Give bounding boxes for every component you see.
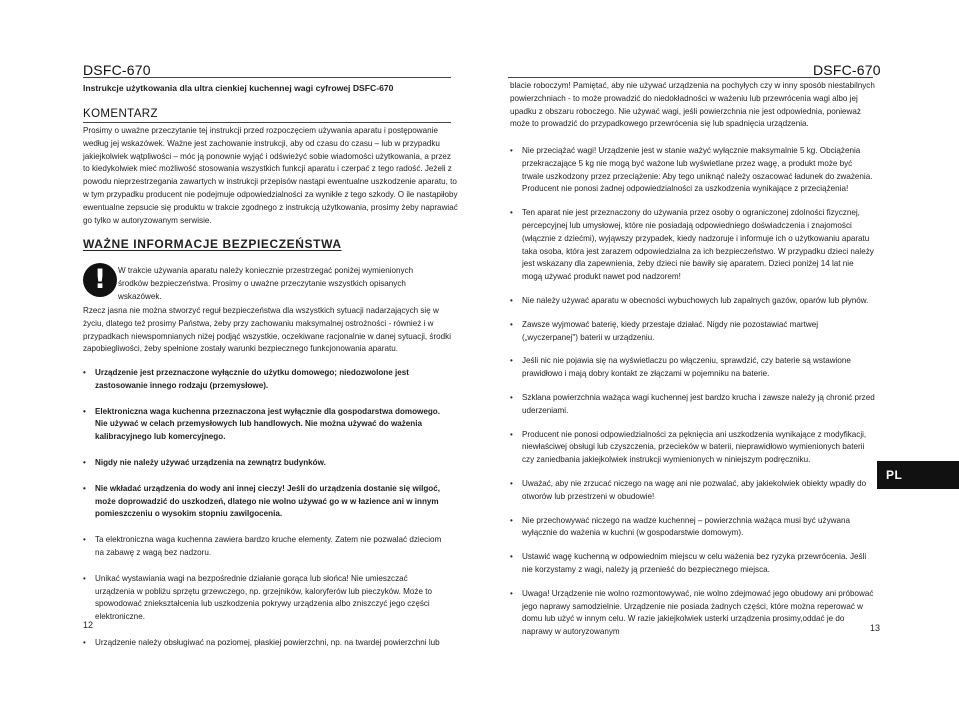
section-heading: KOMENTARZ (83, 108, 158, 120)
list-item: • Jeśli nic nie pojawia się na wyświetlaczu po włączeniu, sprawdzić, czy baterie są wstawione prawidłowo i mają dobry kontakt ze złączami w pojemniku na baterie. (510, 355, 875, 381)
list-item: • Uwaga! Urządzenie nie wolno rozmontowywać, nie wolno zdejmować jego obudowy ani próbować jego naprawy samodzielnie. Urządzenie nie posiada żadnych części, które można reperować w domu lub użyć w innym celu. W razie jakiejkolwiek usterki urządzenia prosimy,oddać je do naprawy w autoryzowanym (510, 588, 875, 639)
safety-heading: WAŻNE INFORMACJE BEZPIECZEŃSTWA (83, 237, 342, 251)
list-item: • Urządzenie jest przeznaczone wyłącznie do użytku domowego; niedozwolone jest zastosowanie innego rodzaju (przemysłowe). (83, 367, 445, 393)
list-item: • Nie wkładać urządzenia do wody ani innej cieczy! Jeśli do urządzenia dostanie się wilgoć, może doprowadzić do uszkodzeń, dlatego nie wolno używać go w w łazience ani w innym pomieszczeniu o wysokim stopniu zawilgocenia. (83, 483, 445, 521)
intro-paragraph: Prosimy o uważne przeczytanie tej instrukcji przed rozpoczęciem używania aparatu i postępowanie według jej wskazówek. Ważne jest zachowanie instrukcji, aby od czasu do czasu – lub w przypadku jakiejkolwiek wątpliwości – móc ją ponownie wyjąć i odświeżyć sobie wiadomości użytkowania, a przez to kiedykolwiek mieć możliwość stosowania wszystkich funkcji aparatu i czerpać z tego radość. Jeżeli z powodu nieprzestrzegania zawartych w instrukcji przepisów nastąpi ewentualne uszkodzenie aparatu, to w tym przypadku producent nie podejmuje odpowiedzialności za wynikłe z tego szkody. O ile nastąpiłoby ewentualne zepsucie się produktu w trakcie zgodnego z instrukcją użytkowania, prosimy żeby naprawiać go tylko w autoryzowanym serwisie. (83, 126, 458, 225)
list-item: • Elektroniczna waga kuchenna przeznaczona jest wyłącznie dla gospodarstwa domowego. Nie używać w celach przemysłowych lub handlowych. Nie można używać do ważenia kalibracyjnego lub komercyjnego. (83, 406, 445, 444)
left-page (0, 0, 479, 707)
manual-subtitle: Instrukcje użytkowania dla ultra cienkiej kuchennej wagi cyfrowej DSFC-670 (83, 83, 394, 93)
list-item: • Szklana powierzchnia ważąca wagi kuchennej jest bardzo krucha i zawsze należy ją chronić przed uderzeniami. (510, 392, 875, 418)
list-item: • Ten aparat nie jest przeznaczony do używania przez osoby o ograniczonej zdolności fizycznej, percepcyjnej lub umysłowej, które nie posiadają odpowiedniego doświadczenia i znajomości (włącznie z dziećmi), wyjąwszy przypadek, kiedy nadzoruje i informuje ich o użytkowaniu aparatu taka osoba, która jest zarazem odpowiedzialna za ich bezpieczeństwo. W przypadku dzieci należy jest wskazany dla zapewnienia, żeby dzieci nie bawiły się aparatem. Dzieci poniżej 14 lat nie mogą używać produkt nawet pod nadzorem! (510, 207, 875, 284)
right-page (480, 0, 959, 707)
safety-bullet-list (83, 367, 445, 650)
list-item: • Nie przeciążać wagi! Urządzenie jest w stanie ważyć wyłącznie maksymalnie 5 kg. Obciążenia przekraczające 5 kg nie mogą być ważone lub wyświetlane przez wagę, a produkt może być trwale uszkodzony przez przeciążenie: Aby tego uniknąć należy oszacować ładunek do zważenia. Producent nie ponosi żadnej odpowiedzialności za uszkodzenia wynikające z przeciążenia! (510, 145, 875, 196)
safety-bullet-list (510, 145, 875, 639)
continuation-paragraph: blacie roboczym! Pamiętać, aby nie używać urządzenia na pochyłych czy w inny sposób niestabilnych powierzchniach - to może prowadzić do niedokładności w ważeniu lub przewrócenia wagi albo jej upadku z obszaru roboczego. Nie używać wagi, jeśli powierzchnia nie jest odpowiednia, ponieważ może to prowadzić do przypadkowego przewrócenia się lub spadnięcia urządzenia. (510, 81, 875, 129)
list-item: • Nie przechowywać niczego na wadze kuchennej – powierzchnia ważąca musi być używana wyłącznie do ważenia w kuchni (w gospodarstwie domowym). (510, 515, 875, 541)
list-item: • Urządzenie należy obsługiwać na poziomej, płaskiej powierzchni, np. na twardej powierzchni lub (83, 637, 445, 650)
page-number: 12 (83, 620, 94, 630)
section-rule (83, 122, 451, 123)
header-title: DSFC-670 (813, 62, 881, 78)
safety-intro: Rzecz jasna nie można stworzyć reguł bezpieczeństwa dla wszystkich sytuacji nadarzających się w życiu, dlatego też prosimy Państwa, żeby przy zachowaniu maksymalnej ostrożności - również i w przypadkach niewspomnianych niżej podjąć wszystkie, oczekiwane racjonalnie w danej sytuacji, środki zapobiegliwości, żeby spełnione zostały warunki bezpiecznego funkcjonowania aparatu. (83, 306, 451, 354)
list-item: • Ta elektroniczna waga kuchenna zawiera bardzo kruche elementy. Zatem nie pozwalać dzieciom na zabawę z wagą bez nadzoru. (83, 534, 445, 560)
warning-text: W trakcie używania aparatu należy koniecznie przestrzegać poniżej wymienionych środków bezpieczeństwa. Prosimy o uważne przeczytanie wszystkich opisanych wskazówek. (118, 266, 414, 301)
header-title: DSFC-670 (83, 62, 151, 78)
warning-icon: ! (83, 263, 117, 297)
list-item: • Uważać, aby nie zrzucać niczego na wagę ani nie pozwalać, aby jakiekolwiek obiekty wpadły do otworów lub przestrzeni w obudowie! (510, 478, 875, 504)
list-item: • Zawsze wyjmować baterię, kiedy przestaje działać. Nigdy nie pozostawiać martwej („wyczerpanej") baterii w urządzeniu. (510, 319, 875, 345)
list-item: • Nigdy nie należy używać urządzenia na zewnątrz budynków. (83, 457, 445, 470)
list-item: • Unikać wystawiania wagi na bezpośrednie działanie gorąca lub słońca! Nie umieszczać urządzenia w pobliżu sprzętu grzewczego, np. grzejników, kaloryferów lub pieczyków. Może to spowodować zniekształcenia lub uszkodzenia pokrywy urządzenia albo zniszczyć jego części elektroniczne. (83, 573, 445, 624)
language-tab: PL (877, 461, 959, 489)
list-item: • Ustawić wagę kuchenną w odpowiednim miejscu w celu ważenia bez ryzyka przewrócenia. Jeśli nie korzystamy z wagi, należy ją przenieść do bezpiecznego miejsca. (510, 551, 875, 577)
list-item: • Producent nie ponosi odpowiedzialności za pęknięcia ani uszkodzenia wynikające z modyfikacji, niewłaściwej obsługi lub czyszczenia, przecieków w baterii, nieprawidłowo wymienionych baterii czy zaniedbania jakiejkolwiek instrukcji wymienionych w niniejszym podręczniku. (510, 429, 875, 467)
list-item: • Nie należy używać aparatu w obecności wybuchowych lub zapalnych gazów, oparów lub płynów. (510, 295, 875, 308)
page-number: 13 (870, 623, 881, 633)
